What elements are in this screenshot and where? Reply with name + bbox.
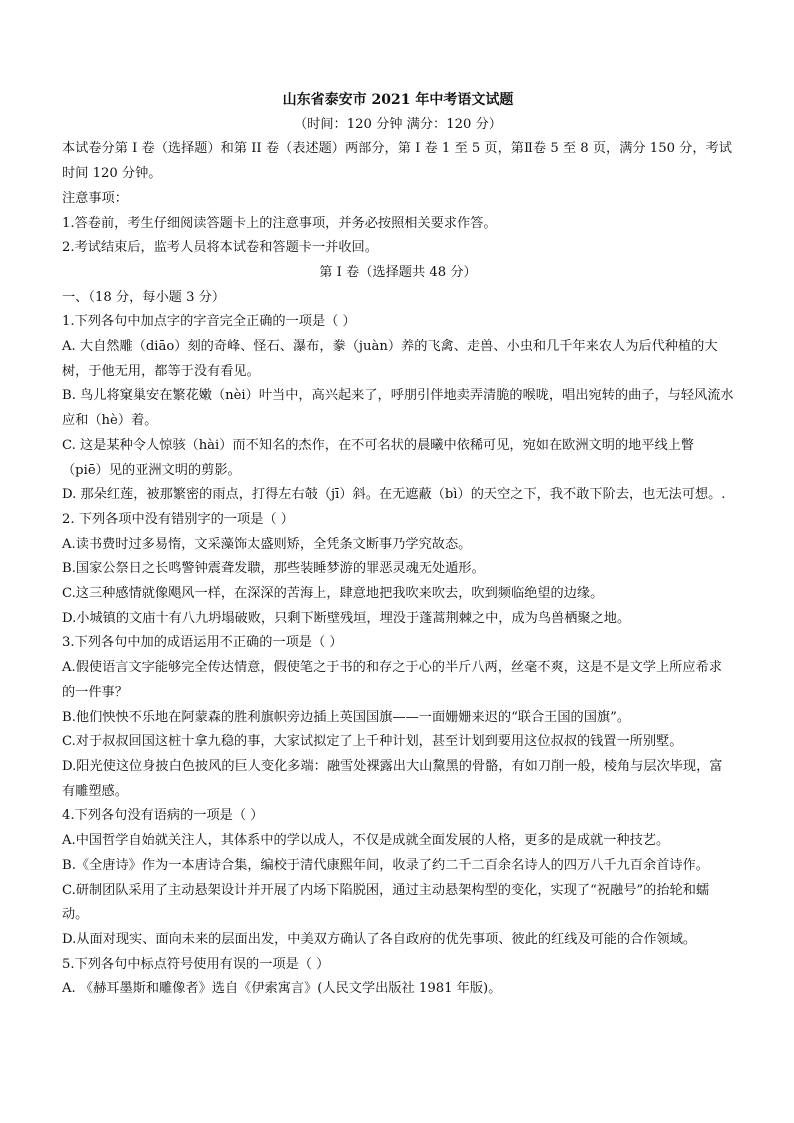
option-c: C.这三种感情就像飓风一样，在深深的苦海上，肆意地把我吹来吹去，吹到频临绝望的边缘。 (62, 586, 604, 602)
option-c: C.对于叔叔回国这桩十拿九稳的事，大家试拟定了上千种计划，甚至计划到要用这位叔叔的钱置一所别墅。 (62, 734, 683, 750)
part-heading: 一、（18 分，每小题 3 分） (62, 289, 226, 305)
option-a: A.中国哲学自始就关注人，其体系中的学以成人，不仅是成就全面发展的人格，更多的是成就一种技艺。 (62, 833, 670, 849)
option-c: C.研制团队采用了主动悬架设计并开展了内场下陷脱困，通过主动悬架构型的变化，实现了“祝融号”的抬轮和蠕动。 (62, 882, 710, 923)
option-d: D. 那朵红莲，被那繁密的雨点，打得左右攲（jī）斜。在无遮蔽（bì）的天空之下，我不敢下阶去，也无法可想。. (62, 487, 726, 503)
option-b: B.国家公祭日之长鸣警钟震聋发聩，那些装睡梦游的罪恶灵魂无处遁形。 (62, 561, 485, 577)
option-b: B. 鸟儿将窠巢安在繁花嫩（nèi）叶当中，高兴起来了，呼朋引伴地卖弄清脆的喉咙，唱出宛转的曲子，与轻风流水应和（hè）着。 (62, 388, 734, 429)
notes-heading: 注意事项： (62, 190, 128, 206)
option-b: B.《全唐诗》作为一本唐诗合集，编校于清代康熙年间，收录了约二千二百余名诗人的四万八千九百余首诗作。 (62, 857, 709, 873)
option-a: A. 《赫耳墨斯和雕像者》选自《伊索寓言》(人民文学出版社 1981 年版)。 (62, 981, 502, 997)
question-stem: 3.下列各句中加的成语运用不正确的一项是（ ） (62, 635, 343, 651)
option-d: D.从面对现实、面向未来的层面出发，中美双方确认了各自政府的优先事项、彼此的红线及可能的合作领域。 (62, 931, 697, 947)
option-b: B.他们怏怏不乐地在阿蒙森的胜利旗帜旁边插上英国国旗——一面姗姗来迟的“联合王国的国旗”。 (62, 709, 631, 725)
option-a: A.读书费时过多易惰，文采藻饰太盛则矫，全凭条文断事乃学究故态。 (62, 536, 472, 552)
option-a: A. 大自然雕（diāo）刻的奇峰、怪石、瀑布，豢（juàn）养的飞禽、走兽、小虫和几千年来农人为后代种植的大树，于他无用，都等于没有看见。 (62, 339, 718, 379)
question-stem: 2. 下列各项中没有错别字的一项是（ ） (62, 511, 294, 527)
exam-page (62, 86, 734, 1002)
option-c: C. 这是某种令人惊骇（hài）而不知名的杰作，在不可名状的晨曦中依稀可见，宛如在欧洲文明的地平线上瞥（piē）见的亚洲文明的剪影。 (62, 437, 695, 478)
option-d: D.阳光使这位身披白色披风的巨人变化多端：融雪处裸露出大山黧黑的骨骼，有如刀削一般，棱角与层次毕现，富有雕塑感。 (62, 758, 723, 799)
note-item: 2.考试结束后，监考人员将本试卷和答题卡一并收回。 (62, 240, 378, 256)
question-stem: 4.下列各句没有语病的一项是（ ） (62, 808, 264, 824)
page-title: 山东省泰安市 2021 年中考语文试题 (282, 92, 514, 108)
section-heading: 第 I 卷（选择题共 48 分） (319, 264, 477, 280)
intro-paragraph: 本试卷分第 I 卷（选择题）和第 II 卷（表述题）两部分，第 I 卷 1 至 5 页，第Ⅱ卷 5 至 8 页，满分 150 分，考试时间 120 分钟。 (62, 141, 732, 182)
question-stem: 1.下列各句中加点字的字音完全正确的一项是（ ） (62, 314, 356, 330)
option-d: D.小城镇的文庙十有八九坍塌破败，只剩下断壁残垣，埋没于蓬蒿荆棘之中，成为鸟兽栖聚之地。 (62, 610, 631, 626)
exam-time-score: （时间：120 分钟 满分：120 分） (294, 116, 502, 132)
question-stem: 5.下列各句中标点符号使用有误的一项是（ ） (62, 956, 330, 972)
option-a: A.假使语言文字能够完全传达情意，假使笔之于书的和存之于心的半斤八两，丝毫不爽，这是不是文学上所应希求的一件事？ (62, 660, 722, 700)
note-item: 1.答卷前，考生仔细阅读答题卡上的注意事项，并务必按照相关要求作答。 (62, 215, 497, 231)
